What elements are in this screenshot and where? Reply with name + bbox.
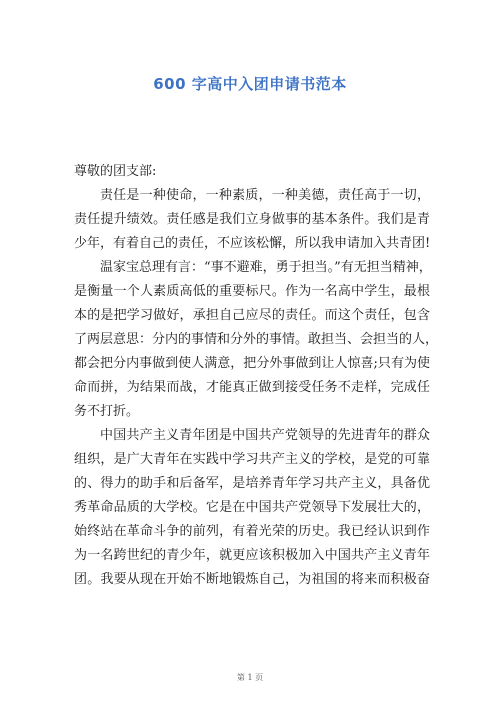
paragraph-line: 为一名跨世纪的青少年，就更应该积极加入中国共产主义青年 bbox=[74, 548, 430, 563]
paragraph-1 bbox=[74, 184, 430, 256]
paragraph-line: 少年，有着自己的责任，不应该松懈，所以我申请加入共青团! bbox=[74, 236, 431, 251]
salutation bbox=[74, 160, 430, 184]
paragraph-line: 责任是一种使命，一种素质，一种美德，责任高于一切， bbox=[100, 188, 430, 203]
paragraph-line: 都会把分内事做到使人满意，把分外事做到让人惊喜;只有为使 bbox=[74, 356, 430, 371]
paragraph-3 bbox=[74, 424, 430, 592]
paragraph-line: 秀革命品质的大学校。它是在中国共产党领导下发展壮大的， bbox=[74, 500, 430, 515]
paragraph-line: 的、得力的助手和后备军，是培养青年学习共产主义，具备优 bbox=[74, 476, 430, 491]
page-number: 第 1 页 bbox=[236, 673, 264, 682]
paragraph-line: 是衡量一个人素质高低的重要标尺。作为一名高中学生，最根 bbox=[74, 284, 430, 299]
paragraph-line: 组织，是广大青年在实践中学习共产主义的学校，是党的可靠 bbox=[74, 452, 430, 467]
paragraph-line: 本的是把学习做好，承担自己应尽的责任。而这个责任，包含 bbox=[74, 308, 430, 323]
paragraph-line: 团。我要从现在开始不断地锻炼自己，为祖国的将来而积极奋 bbox=[74, 572, 430, 587]
paragraph-2 bbox=[74, 256, 439, 424]
paragraph-line: 始终站在革命斗争的前列，有着光荣的历史。我已经认识到作 bbox=[74, 524, 430, 539]
paragraph-line: 了两层意思：分内的事情和分外的事情。敢担当、会担当的人， bbox=[74, 332, 439, 347]
document-body bbox=[74, 160, 439, 592]
salutation-line: 尊敬的团支部: bbox=[74, 164, 157, 179]
paragraph-line: 中国共产主义青年团是中国共产党领导的先进青年的群众 bbox=[100, 428, 430, 443]
paragraph-line: 命而拼，为结果而战，才能真正做到接受任务不走样，完成任 bbox=[74, 380, 430, 395]
paragraph-line: 务不打折。 bbox=[74, 404, 140, 419]
document-title: 600 字高中入团申请书范本 bbox=[153, 75, 347, 93]
paragraph-line: 责任提升绩效。责任感是我们立身做事的基本条件。我们是青 bbox=[74, 212, 430, 227]
paragraph-line: 温家宝总理有言：“事不避难，勇于担当。”有无担当精神， bbox=[100, 260, 432, 275]
